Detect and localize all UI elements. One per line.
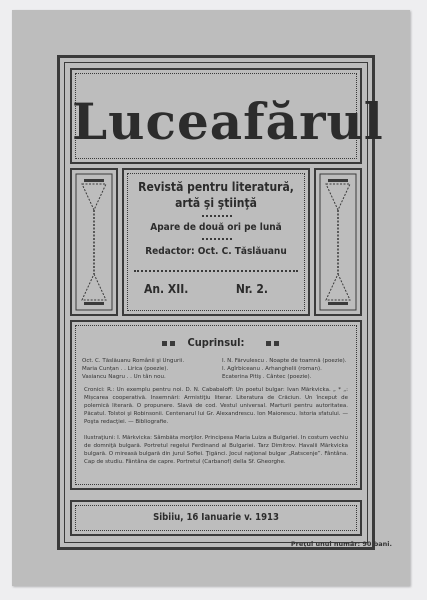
toc-right-3: Ecaterina Pitiş . Cântec (poezie). (222, 374, 312, 380)
subtitle-line-2: artă şi ştiinţă (175, 196, 257, 210)
right-ornament-panel (314, 168, 362, 316)
toc-left-1: Oct. C. Tăslăuanu Românii şi Ungurii. (82, 358, 185, 364)
contents-box (70, 320, 362, 490)
title-box (70, 68, 384, 164)
price-line: Preţul unui număr: 90 bani. (290, 540, 392, 548)
left-ornament-icon (72, 170, 116, 314)
toc-left-2: Maria Cunțan . . Lirica (poezie). (82, 366, 169, 372)
cronici-paragraph: Cronici: R.: Un exemplu pentru noi. D. N. Cababaloff: Un poetul bulgar: Ivan Mărkvicka. „ * „: Mișcarea cooperativă. Insemnări: Armistiţiu literar. Literatura de Crăciun. Un început de polemică literară. O propunere. Slavă de cod. Vestul universal. Marturii pentru autoritatea. Păcatul. Tolstoi şi Robinsonii. Centenarul lui Gr. Alexandrescu. Ion Maiorescu. Istoria sfatului. — Poşta redacţiei. — Bibliografie. (84, 387, 348, 425)
year-label: An. XII. (144, 282, 189, 296)
magazine-title: Luceafărul (72, 92, 384, 151)
ilustratiuni-paragraph: Ilustraţiuni: I. Mărkvicka: Sâmbăta morţilor. Principesa Maria Luiza a Bulgariei. In costum vechiu de domniţă bulgară. Portretul regelui Ferdinand al Bulgariei. Tarz Dimitrov. Havalii Mărkvicka bulgară. O mireasă bulgară din jurul Sofiei. Ţigănci. Jocul naţional bulgar „Ratscenje”. Fântâna. Cap de studiu. Fântâna de capre. Portretul (Carbanof) della Sf. Gheorghe. (84, 435, 348, 465)
heading-ornament-left-icon (162, 340, 186, 348)
editor-line: Redactor: Oct. C. Tăslăuanu (145, 246, 287, 257)
right-ornament-icon (316, 170, 360, 314)
cover-frame (57, 55, 384, 550)
issue-label: Nr. 2. (235, 282, 268, 296)
magazine-cover (12, 10, 410, 586)
toc-right-2: I. Agîrbiceanu . Arhanghelii (roman). (222, 366, 322, 372)
date-box (70, 500, 362, 536)
subtitle-line-1: Revistă pentru literatură, (138, 180, 294, 194)
left-ornament-panel (70, 168, 118, 316)
toc-right-1: I. N. Fărvulescu . Noapte de toamnă (poezie). (222, 358, 347, 364)
contents-heading: Cuprinsul: (187, 336, 245, 349)
place-date: Sibiiu, 16 Ianuarie v. 1913 (153, 512, 279, 523)
heading-ornament-right-icon (266, 340, 290, 348)
toc-left-3: Vasiancu Nagru . . Un tân nou. (82, 374, 166, 380)
frequency-line: Apare de două ori pe lună (150, 222, 282, 233)
info-box (122, 168, 310, 316)
